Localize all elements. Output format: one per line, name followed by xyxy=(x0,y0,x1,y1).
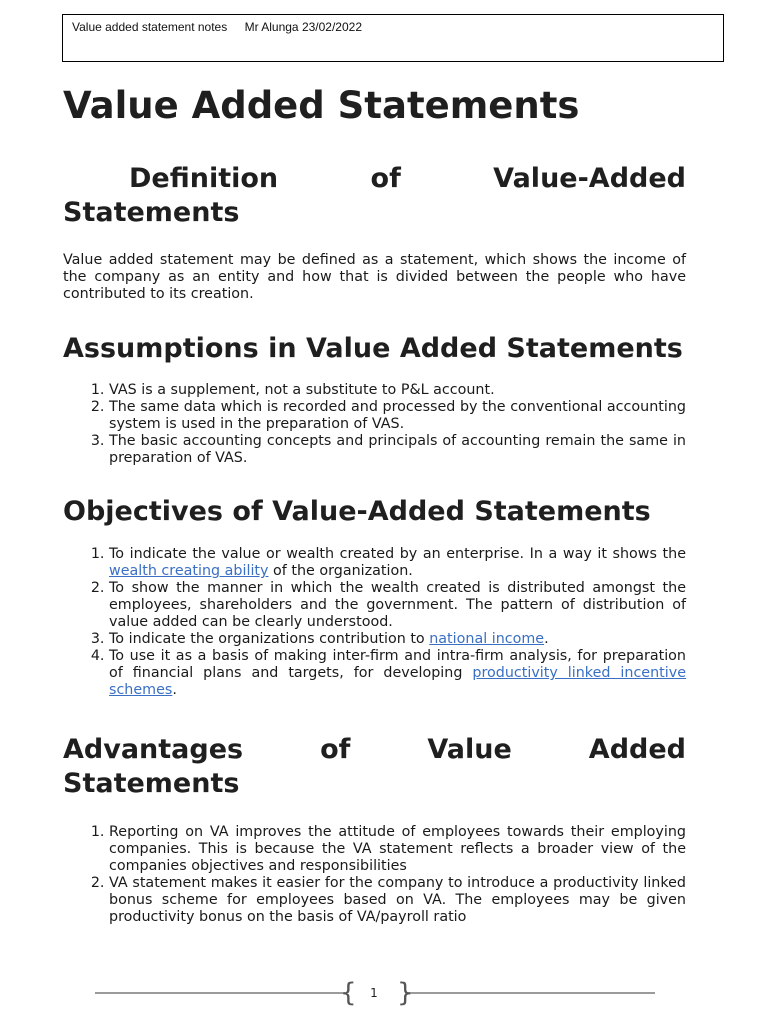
list-item: 1. Reporting on VA improves the attitude of employees towards their employing companies. This is because the VA statement reflects a broader view of the companies objectives and responsibilities xyxy=(109,824,686,875)
list-item-text: . xyxy=(544,631,549,647)
footer-rule-right xyxy=(405,992,655,994)
page-title: Value Added Statements xyxy=(63,84,580,127)
page-header xyxy=(62,14,724,62)
objectives-heading: Objectives of Value-Added Statements xyxy=(63,496,651,527)
objectives-list xyxy=(63,546,686,699)
list-item-text: To use it as a basis of making inter-firm and intra-firm analysis, for preparation of financial plans and targets, for developing xyxy=(109,648,686,681)
assumptions-heading: Assumptions in Value Added Statements xyxy=(63,333,683,364)
definition-heading-word: Value-Added xyxy=(493,163,686,194)
list-item: 2. VA statement makes it easier for the company to introduce a productivity linked bonus scheme for employees based on VA. The employees may be given productivity bonus on the basis of VA/payroll ratio xyxy=(109,875,686,926)
advantages-list xyxy=(63,824,686,926)
advantages-heading-word: of xyxy=(320,734,351,765)
list-item: 1. VAS is a supplement, not a substitute to P&L account. xyxy=(109,382,686,399)
right-brace-icon: } xyxy=(397,978,414,1008)
national-income-link[interactable]: national income xyxy=(429,631,545,647)
footer-rule-left xyxy=(95,992,345,994)
list-item xyxy=(109,648,686,699)
definition-heading-word: Statements xyxy=(63,197,240,228)
advantages-heading-word: Advantages xyxy=(63,734,244,765)
list-item: 2. The same data which is recorded and processed by the conventional accounting system is used in the preparation of VAS. xyxy=(109,399,686,433)
header-document-title: Value added statement notes xyxy=(72,20,228,34)
list-item: 3. The basic accounting concepts and principals of accounting remain the same in preparation of VAS. xyxy=(109,433,686,467)
list-item-text: To indicate the value or wealth created by an enterprise. In a way it shows the xyxy=(109,546,686,562)
list-item xyxy=(109,631,686,648)
definition-heading xyxy=(63,162,686,230)
advantages-heading-word: Statements xyxy=(63,768,240,799)
list-item-text: To indicate the organizations contribution to xyxy=(109,631,430,647)
definition-heading-word: Definition xyxy=(129,163,279,194)
assumptions-list xyxy=(63,382,686,467)
list-item: 2. To show the manner in which the wealth created is distributed amongst the employees, shareholders and the government. The pattern of distribution of value added can be clearly understood. xyxy=(109,580,686,631)
advantages-heading-word: Added xyxy=(588,734,686,765)
productivity-linked-incentive-schemes-link[interactable]: productivity linked incentive schemes xyxy=(109,665,686,698)
header-author-date: Mr Alunga 23/02/2022 xyxy=(244,20,362,34)
wealth-creating-ability-link[interactable]: wealth creating ability xyxy=(109,563,269,579)
definition-paragraph: Value added statement may be defined as a statement, which shows the income of the company as an entity and how that is divided between the people who have contributed to its creation. xyxy=(63,252,686,302)
left-brace-icon: { xyxy=(340,978,357,1008)
list-item-text: of the organization. xyxy=(268,563,413,579)
page-number: 1 xyxy=(370,986,378,1000)
advantages-heading-word: Value xyxy=(427,734,512,765)
definition-heading-word: of xyxy=(370,163,401,194)
advantages-heading xyxy=(63,733,686,801)
list-item xyxy=(109,546,686,580)
list-item-text: . xyxy=(172,682,177,698)
